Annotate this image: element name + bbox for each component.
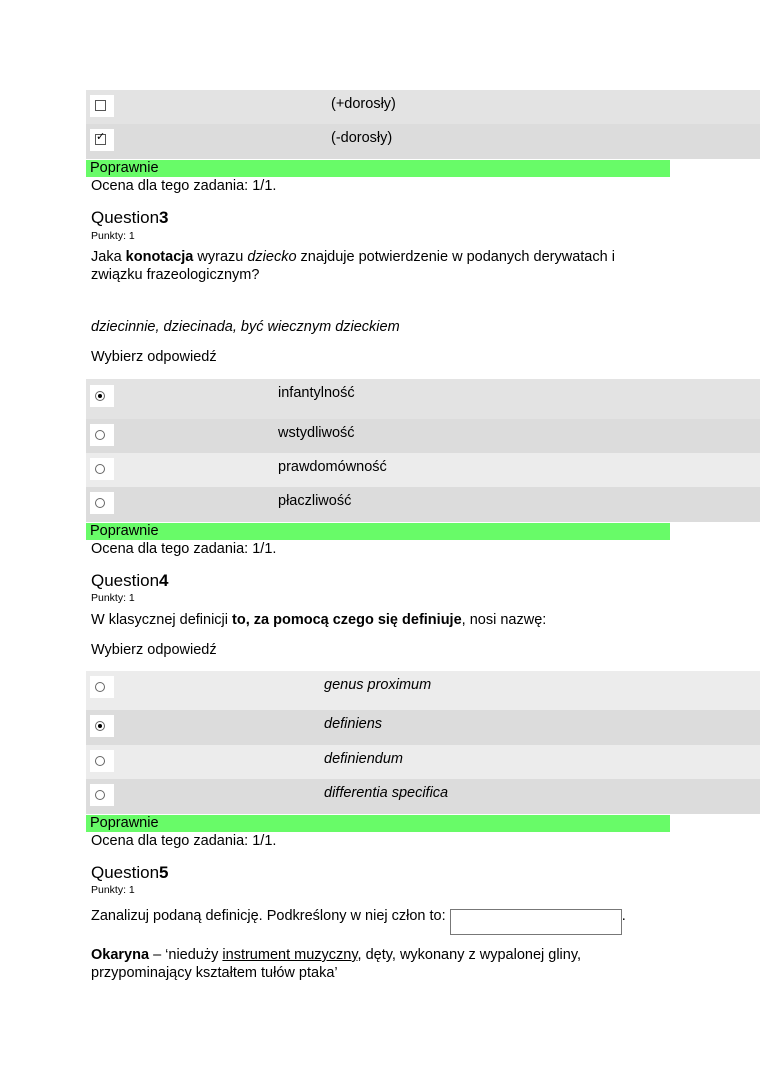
q3-option-2-radio[interactable] xyxy=(95,430,105,440)
q5-prompt-line xyxy=(91,907,626,935)
q5-def-b: , dęty, wykonany z wypalonej gliny, xyxy=(357,947,582,963)
q3-question-text-line2: związku frazeologicznym? xyxy=(91,267,260,283)
q3-option-1-radio[interactable] xyxy=(95,391,105,401)
q5-after-input: . xyxy=(621,908,626,924)
q2-option-row-2 xyxy=(86,124,760,159)
q3-option-1-label: infantylność xyxy=(278,385,355,401)
checkbox-frame xyxy=(90,95,114,117)
q4-choose-label: Wybierz odpowiedź xyxy=(91,642,217,658)
q4-points: Punkty: 1 xyxy=(91,592,135,604)
q4-option-3-label: definiendum xyxy=(324,751,403,767)
q3-option-3-radio[interactable] xyxy=(95,464,105,474)
q3-text-c: wyrazu xyxy=(193,249,248,265)
q4-option-2-radio[interactable] xyxy=(95,721,105,731)
q3-choose-label: Wybierz odpowiedź xyxy=(91,349,217,365)
q5-title-word: Question xyxy=(91,863,160,882)
radio-frame xyxy=(90,750,114,772)
q4-option-1-radio[interactable] xyxy=(95,682,105,692)
q5-title xyxy=(91,863,169,883)
q3-option-2-label: wstydliwość xyxy=(278,425,355,441)
q5-answer-input[interactable] xyxy=(450,909,622,935)
q4-option-1-label: genus proximum xyxy=(324,677,432,693)
q4-option-3-radio[interactable] xyxy=(95,756,105,766)
q4-option-row-3 xyxy=(86,745,760,779)
q3-option-row-1 xyxy=(86,379,760,419)
q3-question-text xyxy=(91,248,615,266)
radio-frame xyxy=(90,492,114,514)
q4-option-row-1 xyxy=(86,671,760,710)
checkbox-frame xyxy=(90,129,114,151)
q3-grade: Ocena dla tego zadania: 1/1. xyxy=(91,541,277,557)
q2-grade: Ocena dla tego zadania: 1/1. xyxy=(91,178,277,194)
q3-example: dziecinnie, dziecinada, być wiecznym dzieckiem xyxy=(91,319,400,335)
q3-option-3-label: prawdomówność xyxy=(278,459,387,475)
q3-text-b: konotacja xyxy=(125,249,194,265)
q4-option-2-label: definiens xyxy=(324,716,383,732)
q5-def-a: – ‘nieduży xyxy=(149,947,223,963)
q2-feedback-correct: Poprawnie xyxy=(86,160,670,177)
radio-frame xyxy=(90,715,114,737)
q4-text-a: W klasycznej definicji xyxy=(91,612,233,628)
q2-option-2-checkbox[interactable] xyxy=(95,130,106,145)
q4-grade: Ocena dla tego zadania: 1/1. xyxy=(91,833,277,849)
q4-text-b: to, za pomocą czego się definiuje xyxy=(232,612,462,628)
q3-text-e: znajduje potwierdzenie w podanych derywatach i xyxy=(296,249,615,265)
q3-option-4-radio[interactable] xyxy=(95,498,105,508)
q4-number: 4 xyxy=(159,571,169,590)
q3-number: 3 xyxy=(159,208,169,227)
q4-option-4-radio[interactable] xyxy=(95,790,105,800)
q5-definition-line2: przypominający kształtem tułów ptaka’ xyxy=(91,965,338,981)
q3-points: Punkty: 1 xyxy=(91,230,135,242)
q2-option-1-label: (+dorosły) xyxy=(331,96,396,112)
q3-option-row-2 xyxy=(86,419,760,453)
q3-option-4-label: płaczliwość xyxy=(278,493,352,509)
q4-option-row-4 xyxy=(86,779,760,814)
q4-option-row-2 xyxy=(86,710,760,745)
q4-option-4-label: differentia specifica xyxy=(324,785,449,801)
q2-option-2-label: (-dorosły) xyxy=(331,130,393,146)
q4-feedback-correct: Poprawnie xyxy=(86,815,670,832)
q3-option-row-4 xyxy=(86,487,760,522)
q5-prompt: Zanalizuj podaną definicję. Podkreślony w niej człon to: xyxy=(91,908,446,924)
q5-term: Okaryna xyxy=(91,947,150,963)
q4-title xyxy=(91,571,169,591)
radio-frame xyxy=(90,784,114,806)
q5-def-underlined: instrument muzyczny xyxy=(222,947,358,963)
q5-points: Punkty: 1 xyxy=(91,884,135,896)
q4-text-c: , nosi nazwę: xyxy=(461,612,547,628)
q4-title-word: Question xyxy=(91,571,160,590)
q5-number: 5 xyxy=(159,863,169,882)
q3-title xyxy=(91,208,169,228)
radio-frame xyxy=(90,385,114,407)
q4-question-text xyxy=(91,611,546,629)
q3-text-d: dziecko xyxy=(247,249,297,265)
checkmark-icon: ✓ xyxy=(96,130,106,143)
q3-feedback-correct: Poprawnie xyxy=(86,523,670,540)
radio-frame xyxy=(90,424,114,446)
radio-frame xyxy=(90,458,114,480)
q2-option-1-checkbox[interactable] xyxy=(95,100,106,111)
q3-title-word: Question xyxy=(91,208,160,227)
q2-option-row-1 xyxy=(86,90,760,124)
q5-definition xyxy=(91,946,581,964)
radio-frame xyxy=(90,676,114,698)
q3-option-row-3 xyxy=(86,453,760,487)
q3-text-a: Jaka xyxy=(91,249,126,265)
